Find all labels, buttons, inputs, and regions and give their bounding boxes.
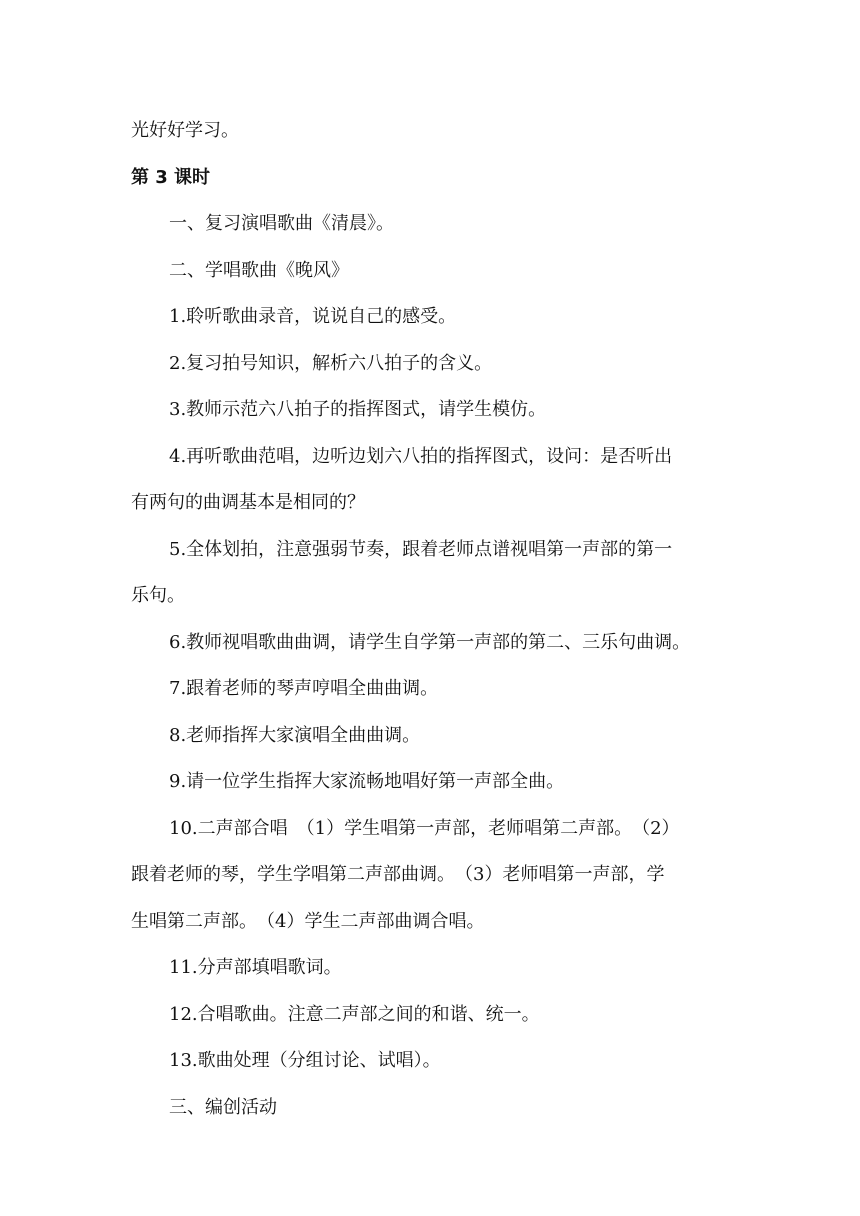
list-item: 7.跟着老师的琴声哼唱全曲曲调。 bbox=[169, 678, 439, 699]
list-item: 1.聆听歌曲录音，说说自己的感受。 bbox=[169, 306, 457, 327]
section-heading: 三、编创活动 bbox=[169, 1096, 277, 1118]
list-item-continuation: 跟着老师的琴，学生学唱第二声部曲调。 （3）老师唱第一声部，学 bbox=[131, 864, 665, 885]
section-heading: 一、复习演唱歌曲《清晨》。 bbox=[169, 213, 394, 234]
list-item: 11.分声部填唱歌词。 bbox=[169, 957, 342, 978]
list-item: 3.教师示范六八拍子的指挥图式，请学生模仿。 bbox=[169, 399, 547, 420]
lesson-heading: 第 3 课时 bbox=[131, 166, 211, 188]
document-body bbox=[131, 108, 731, 1131]
text-line: 光好好学习。 bbox=[131, 120, 239, 141]
list-item: 9.请一位学生指挥大家流畅地唱好第一声部全曲。 bbox=[169, 771, 565, 792]
list-item-continuation: 乐句。 bbox=[131, 585, 185, 606]
list-item: 13.歌曲处理（分组讨论、试唱）。 bbox=[169, 1050, 441, 1071]
list-item: 12.合唱歌曲。注意二声部之间的和谐、统一。 bbox=[169, 1003, 540, 1025]
list-item: 6.教师视唱歌曲曲调，请学生自学第一声部的第二、三乐句曲调。 bbox=[169, 631, 691, 653]
list-item: 4.再听歌曲范唱，边听边划六八拍的指挥图式，设问：是否听出 bbox=[169, 445, 673, 467]
list-item-continuation: 有两句的曲调基本是相同的？ bbox=[131, 492, 365, 513]
list-item: 8.老师指挥大家演唱全曲曲调。 bbox=[169, 724, 421, 746]
section-heading: 二、学唱歌曲《晚风》 bbox=[169, 259, 349, 281]
list-item: 2.复习拍号知识，解析六八拍子的含义。 bbox=[169, 352, 493, 374]
list-item: 5.全体划拍，注意强弱节奏，跟着老师点谱视唱第一声部的第一 bbox=[169, 538, 673, 560]
list-item-continuation: 生唱第二声部。 （4）学生二声部曲调合唱。 bbox=[131, 910, 485, 932]
list-item: 10.二声部合唱 （1）学生唱第一声部，老师唱第二声部。 （2） bbox=[169, 817, 680, 839]
